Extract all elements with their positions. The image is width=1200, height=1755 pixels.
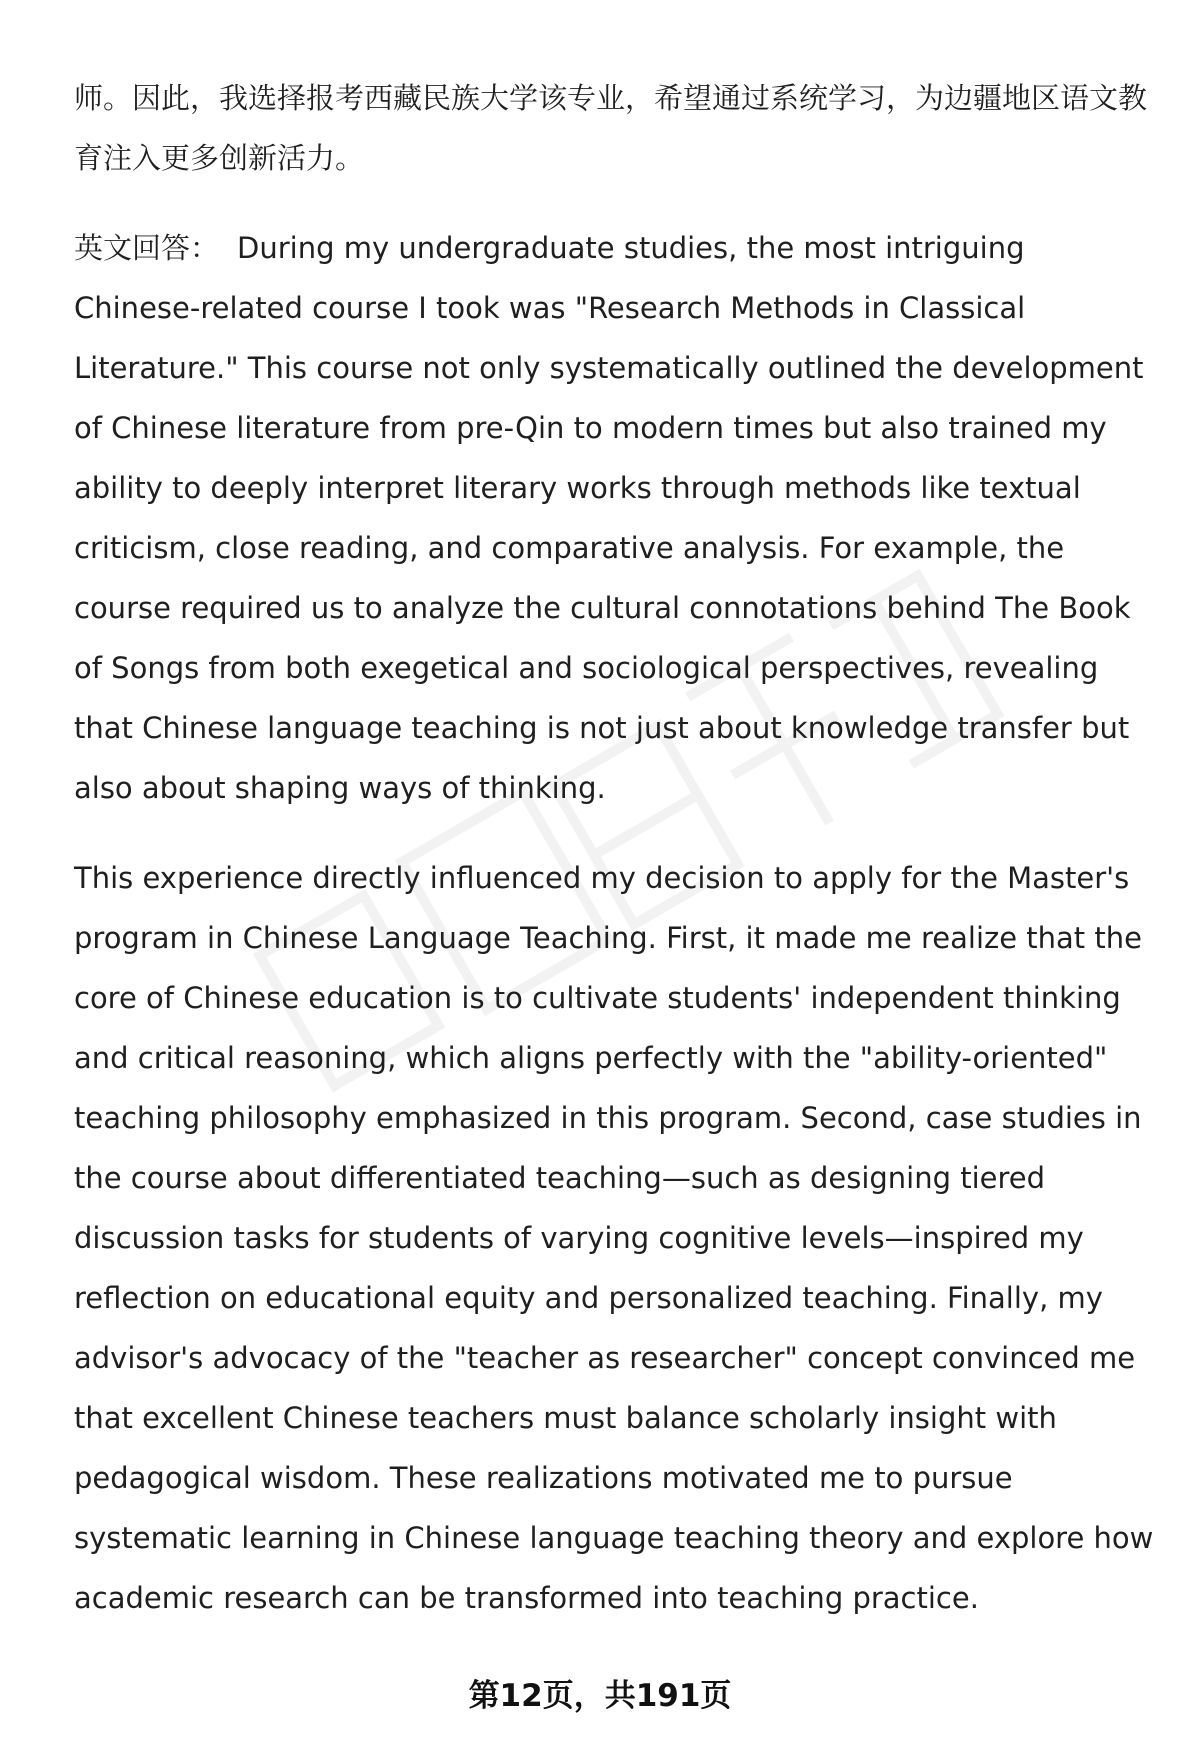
paragraph-experience: This experience directly influenced my decision to apply for the Master's program in Chinese Language Teaching. First, it made me realize that the core of Chinese education is to cultivate students' independent thinking and critical reasoning, which aligns perfectly with the "ability-oriented" teaching philosophy emphasized in this program. Second, case studies in the course about differentiated teaching—such as designing tiered discussion tasks for students of varying cognitive levels—inspired my reflection on educational equity and personalized teaching. Finally, my advisor's advocacy of the "teacher as researcher" concept convinced me that excellent Chinese teachers must balance scholarly insight with pedagogical wisdom. These realizations motivated me to pursue systematic learning in Chinese language teaching theory and explore how academic research can be transformed into teaching practice.	[74, 861, 1154, 1615]
document-body	[74, 68, 1154, 1658]
english-answer-label: 英文回答：	[74, 231, 220, 265]
paragraph-chinese-continuation: 师。因此，我选择报考西藏民族大学该专业，希望通过系统学习，为边疆地区语文教育注入更多创新活力。	[74, 81, 1148, 175]
english-answer-text: During my undergraduate studies, the most intriguing Chinese-related course I took was "Research Methods in Classical Literature." This course not only systematically outlined the development of Chinese literature from pre-Qin to modern times but also trained my ability to deeply interpret literary works through methods like textual criticism, close reading, and comparative analysis. For example, the course required us to analyze the cultural connotations behind The Book of Songs from both exegetical and sociological perspectives, revealing that Chinese language teaching is not just about knowledge transfer but also about shaping ways of thinking.	[74, 231, 1144, 805]
paragraph-english-answer	[74, 218, 1154, 818]
page-number-footer: 第12页，共191页	[468, 1678, 732, 1714]
